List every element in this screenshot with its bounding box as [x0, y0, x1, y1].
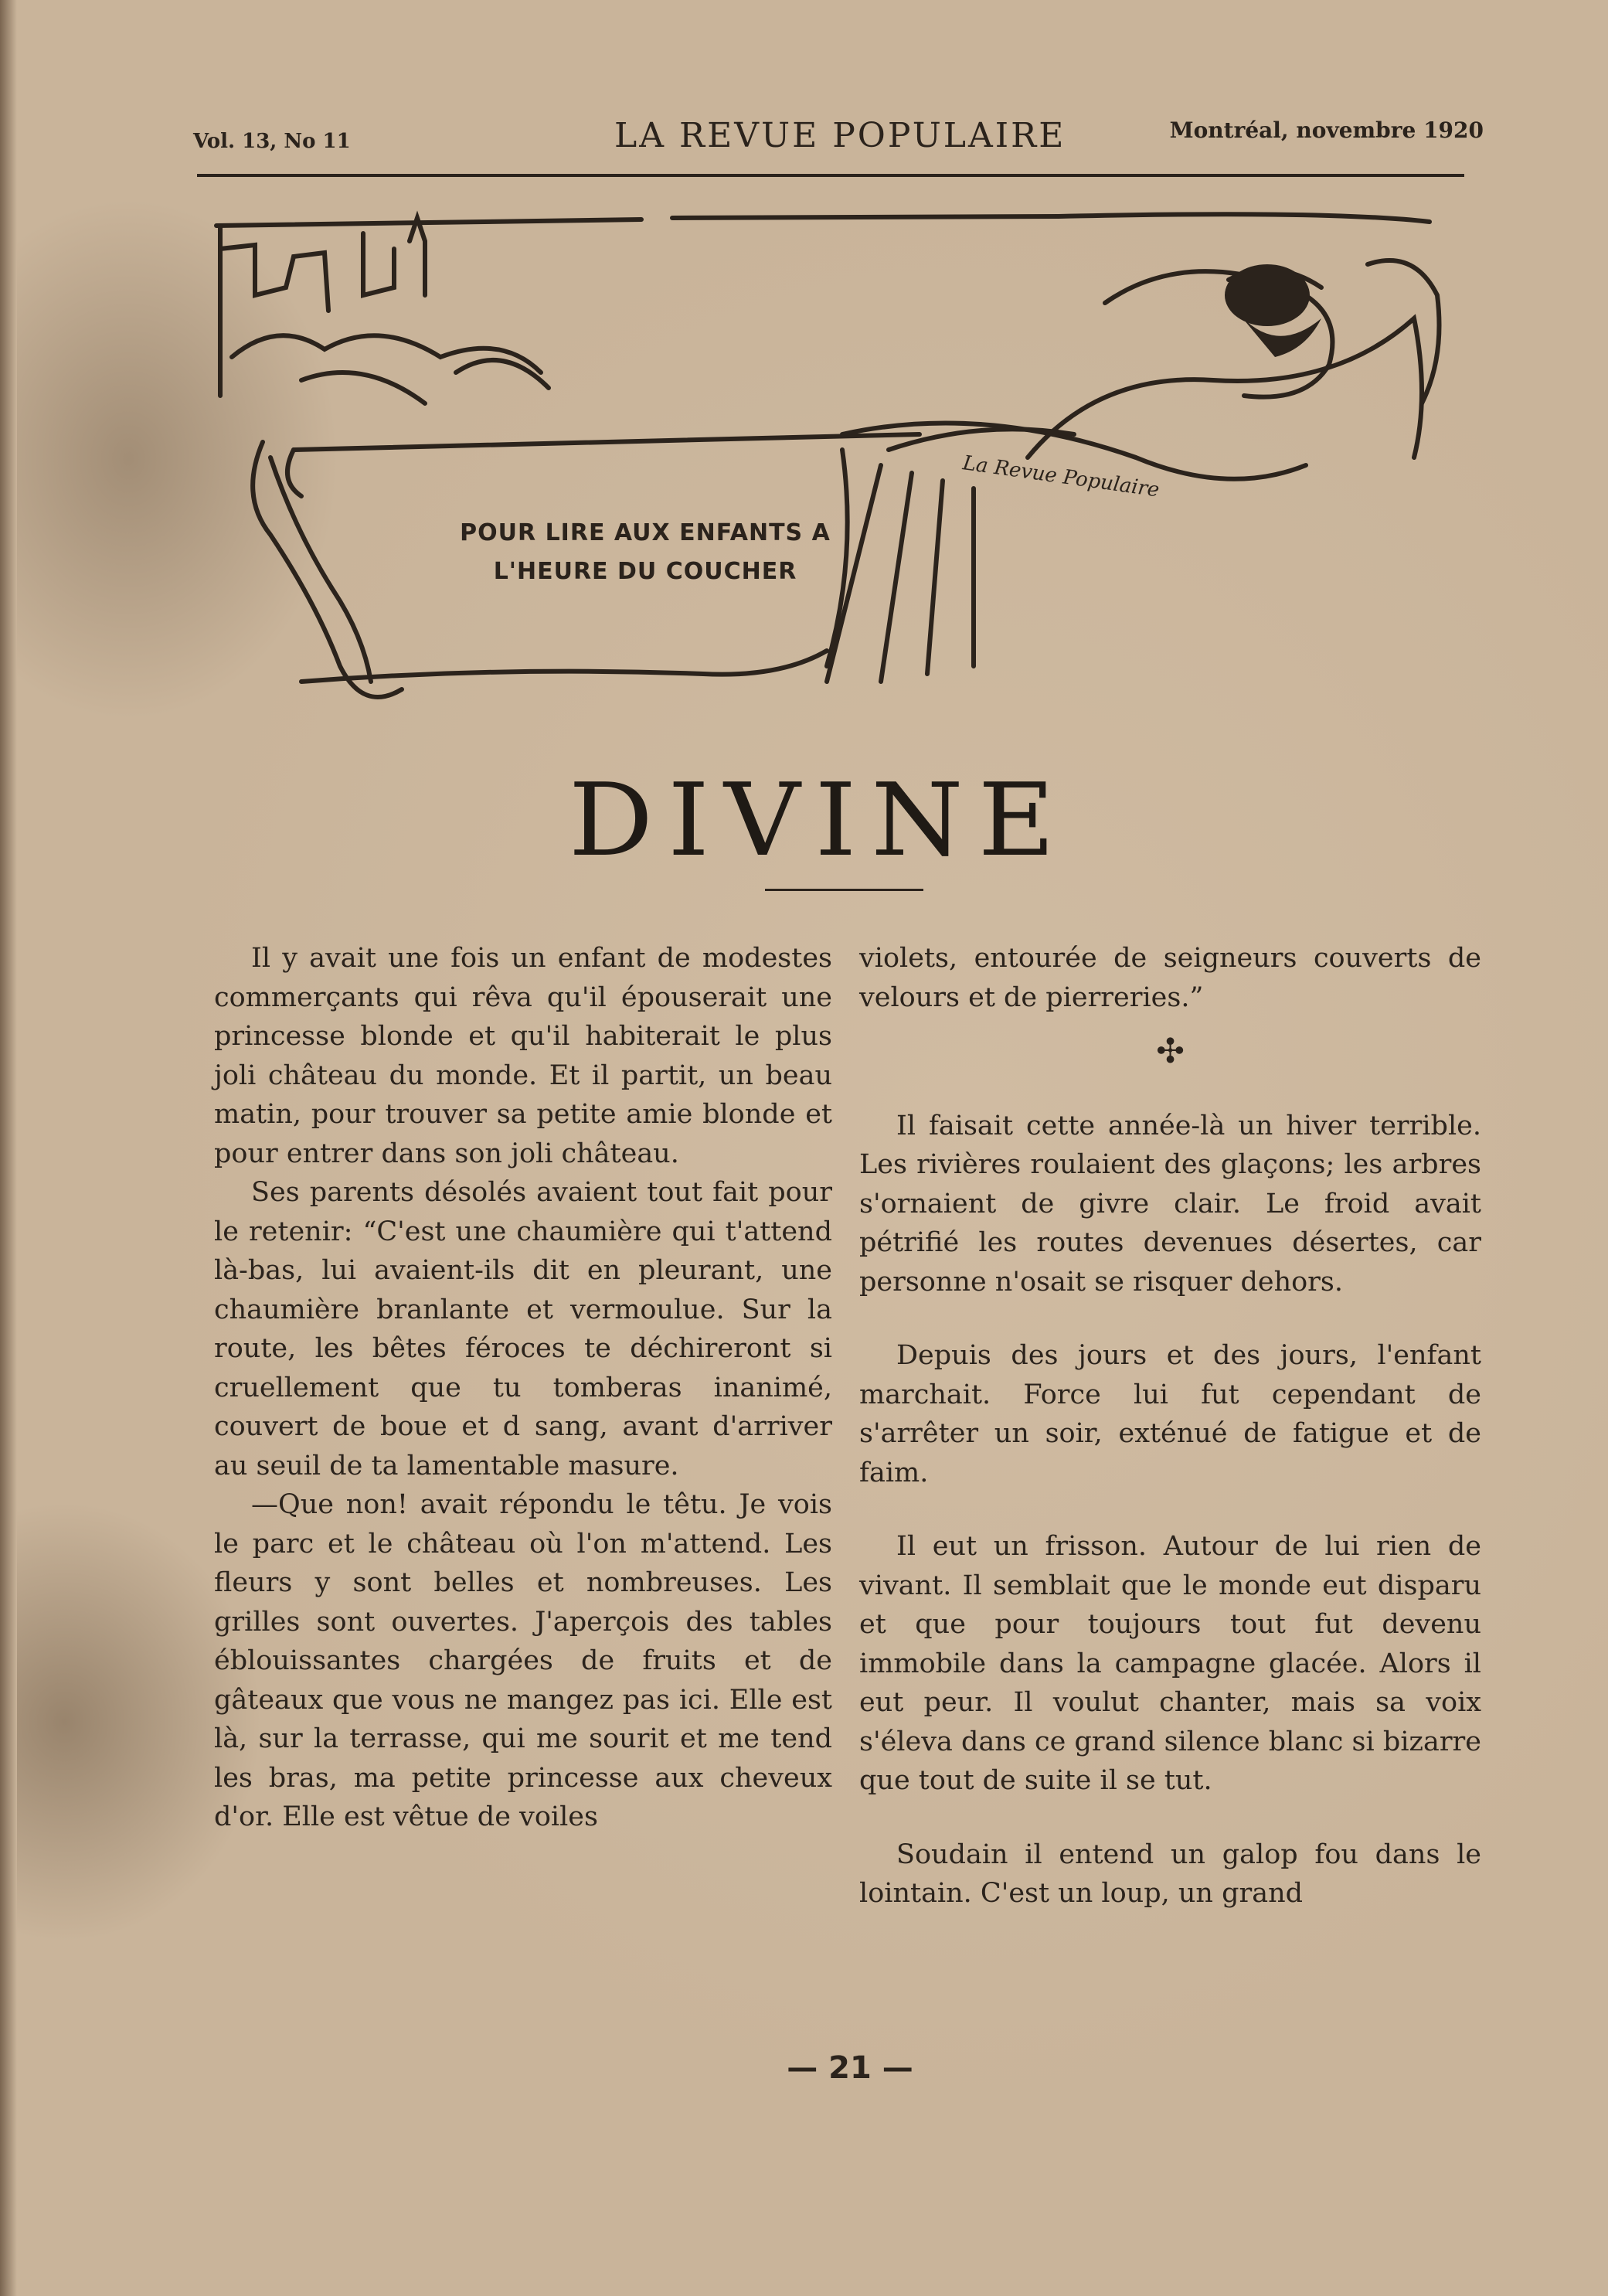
caption-line-2: L'HEURE DU COUCHER — [493, 558, 797, 585]
left-column — [214, 939, 832, 1837]
paragraph: Soudain il entend un galop fou dans le lointain. C'est un loup, un grand — [859, 1839, 1481, 1909]
illustration-banner-text: La Revue Populaire — [961, 451, 1161, 502]
header-illustration — [209, 202, 1453, 728]
paragraph-continued: violets, entourée de seigneurs couverts de velours et de pierreries.” — [859, 943, 1481, 1013]
paragraph: Il eut un frisson. Autour de lui rien de vivant. Il semblait que le monde eut disparu et que pour toujours tout fut devenu immobile dans la campagne glacée. Alors il eut peur. Il voulut chanter, mais sa voix s'éleva dans ce grand silence blanc si bizarre que tout de suite il se tut. — [859, 1531, 1481, 1796]
header-rule — [197, 174, 1464, 177]
page-number: — 21 — — [787, 2050, 913, 2086]
paragraph: Il faisait cette année-là un hiver terrible. Les rivières roulaient des glaçons; les arbres s'ornaient de givre clair. Le froid avait pétrifié les routes devenues désertes, car personne n'osait se risquer dehors. — [859, 1110, 1481, 1298]
paragraph: Depuis des jours et des jours, l'enfant marchait. Force lui fut cependant de s'arrêter un soir, exténué de fatigue et de faim. — [859, 1340, 1481, 1488]
publication-date: Montréal, novembre 1920 — [1169, 117, 1484, 143]
paragraph: —Que non! avait répondu le têtu. Je vois le parc et le château où l'on m'attend. Les fleurs y sont belles et nombreuses. Les grilles sont ouvertes. J'aperçois des tables éblouissantes chargées de fruits et de gâteaux que vous ne mangez pas ici. Elle est là, sur la terrasse, qui me sourit et me tend les bras, ma petite princesse aux cheveux d'or. Elle est vêtue de voiles — [214, 1489, 832, 1832]
paragraph: Ses parents désolés avaient tout fait pour le retenir: “C'est une chaumière qui t'attend là-bas, lui avaient-ils dit en pleurant, une chaumière branlante et vermoulue. Sur la route, les bêtes féroces te déchireront si cruellement que tu tomberas inanimé, couvert de boue et d sang, avant d'arriver au seuil de ta lamentable masure. — [214, 1177, 832, 1481]
caption-line-1: POUR LIRE AUX ENFANTS A — [460, 519, 831, 546]
publication-title: LA REVUE POPULAIRE — [614, 116, 1066, 155]
illustration-drawing — [209, 202, 1453, 728]
story-title: DIVINE — [568, 761, 1070, 879]
section-ornament: ✣ — [1156, 1032, 1185, 1071]
right-column — [859, 939, 1481, 1913]
title-rule — [765, 889, 923, 891]
paragraph: Il y avait une fois un enfant de modestes commerçants qui rêva qu'il épouserait une princesse blonde et qu'il habiterait le plus joli château du monde. Et il partit, un beau matin, pour trouver sa petite amie blonde et pour entrer dans son joli château. — [214, 943, 832, 1169]
page-header — [193, 116, 1484, 162]
page-edge-shadow — [0, 0, 17, 2296]
volume-number: Vol. 13, No 11 — [193, 130, 351, 153]
illustration-caption — [398, 514, 892, 591]
